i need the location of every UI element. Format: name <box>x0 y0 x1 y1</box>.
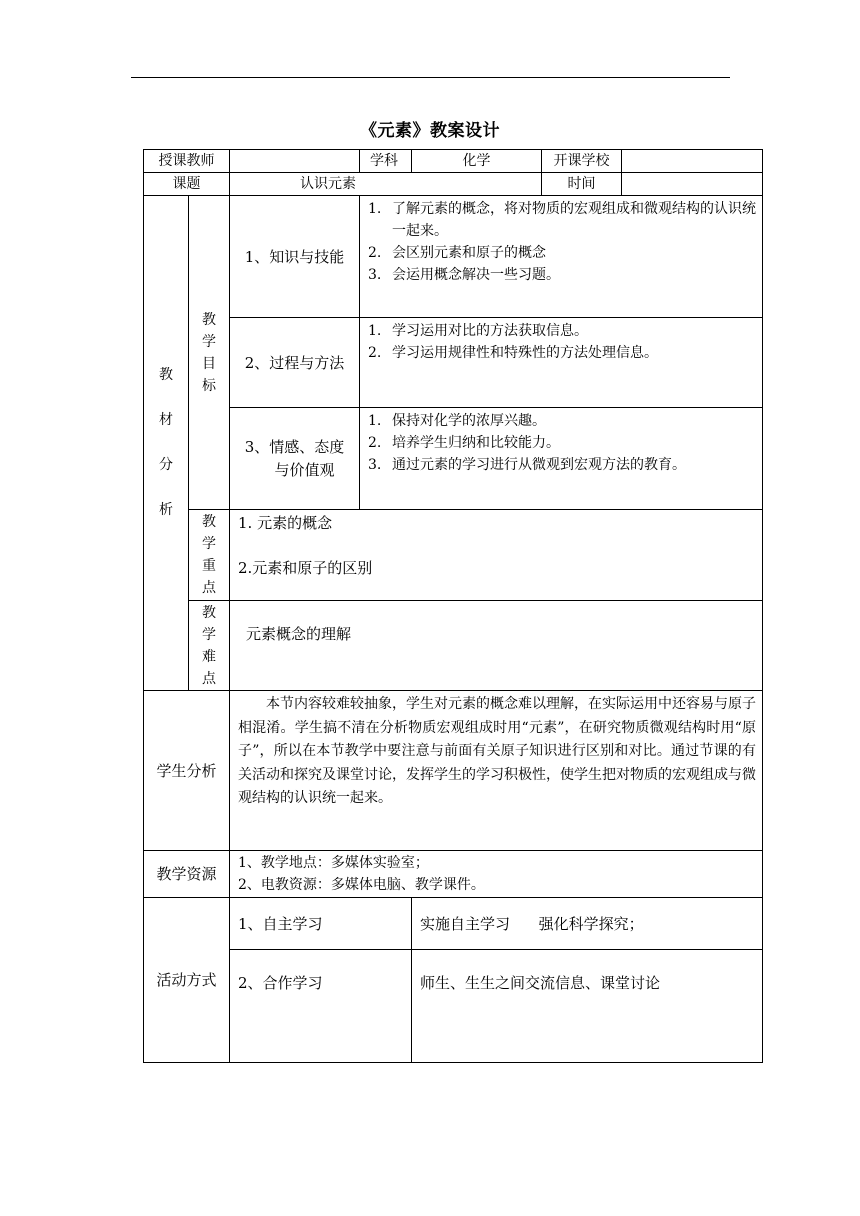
student-analysis-label: 学生分析 <box>144 691 230 851</box>
school-value <box>622 150 763 173</box>
list-item: 1. 学习运用对比的方法获取信息。 <box>368 323 588 339</box>
topic-value: 认识元素 <box>230 173 542 196</box>
goal-row-knowledge <box>144 196 763 318</box>
activity-mode: 2、合作学习 <box>230 950 412 1063</box>
student-analysis-content: 本节内容较难较抽象，学生对元素的概念难以理解，在实际运用中还容易与原子相混淆。学生搞不清在分析物质宏观组成时用“元素”，在研究物质微观结构时用“原子”，所以在本节教学中要注意与前面有关原子知识进行区别和对比。通过节课的有关活动和探究及课堂讨论，发挥学生的学习积极性，使学生把对物质的宏观组成与微观结构的认识统一起来。 <box>230 691 763 851</box>
student-analysis-row <box>144 691 763 851</box>
subject-label: 学科 <box>360 150 412 173</box>
list-item: 2. 培养学生归纳和比较能力。 <box>368 435 560 451</box>
page-title: 《元素》教案设计 <box>360 121 500 141</box>
header-row-2 <box>144 173 763 196</box>
goal-content-process <box>360 318 763 408</box>
header-row-1 <box>144 150 763 173</box>
key-points-content: 1. 元素的概念 2.元素和原子的区别 <box>230 510 763 601</box>
goal-label-emotion: 3、情感、态度 与价值观 <box>230 408 360 510</box>
activity-desc: 实施自主学习 强化科学探究； <box>412 898 763 950</box>
teacher-value <box>230 150 360 173</box>
goal-label-process: 2、过程与方法 <box>230 318 360 408</box>
activity-row <box>144 950 763 1063</box>
subject-value: 化学 <box>412 150 542 173</box>
resources-label: 教学资源 <box>144 851 230 898</box>
goal-row-emotion <box>144 408 763 510</box>
difficulty-label: 教 学 难 点 <box>189 601 230 691</box>
key-points-label: 教 学 重 点 <box>189 510 230 601</box>
time-label: 时间 <box>542 173 622 196</box>
goal-label-knowledge: 1、知识与技能 <box>230 196 360 318</box>
difficulty-row <box>144 601 763 691</box>
key-points-row <box>144 510 763 601</box>
time-value <box>622 173 763 196</box>
goal-content-knowledge <box>360 196 763 318</box>
list-item: 1. 保持对化学的浓厚兴趣。 <box>368 413 546 429</box>
teaching-goals-label: 教 学 目 标 <box>189 196 230 510</box>
list-item: 3. 通过元素的学习进行从微观到宏观方法的教育。 <box>368 457 686 473</box>
list-item: 2. 会区别元素和原子的概念 <box>368 245 546 261</box>
activities-label: 活动方式 <box>144 898 230 1063</box>
difficulty-content: 元素概念的理解 <box>230 601 763 691</box>
lesson-plan-table <box>143 149 763 1063</box>
school-label: 开课学校 <box>542 150 622 173</box>
goal-content-emotion <box>360 408 763 510</box>
activity-row <box>144 898 763 950</box>
activity-mode: 1、自主学习 <box>230 898 412 950</box>
activity-desc: 师生、生生之间交流信息、课堂讨论 <box>412 950 763 1063</box>
list-item: 2. 学习运用规律性和特殊性的方法处理信息。 <box>368 345 658 361</box>
list-item: 3. 会运用概念解决一些习题。 <box>368 267 560 283</box>
header-rule <box>131 77 730 78</box>
goal-row-process <box>144 318 763 408</box>
resources-row <box>144 851 763 898</box>
list-item: 1. 了解元素的概念，将对物质的宏观组成和微观结构的认识统一起来。 <box>368 201 756 239</box>
material-analysis-label: 教 材 分 析 <box>144 196 189 691</box>
resources-content: 1、教学地点：多媒体实验室； 2、电教资源：多媒体电脑、教学课件。 <box>230 851 763 898</box>
topic-label: 课题 <box>144 173 230 196</box>
teacher-label: 授课教师 <box>144 150 230 173</box>
